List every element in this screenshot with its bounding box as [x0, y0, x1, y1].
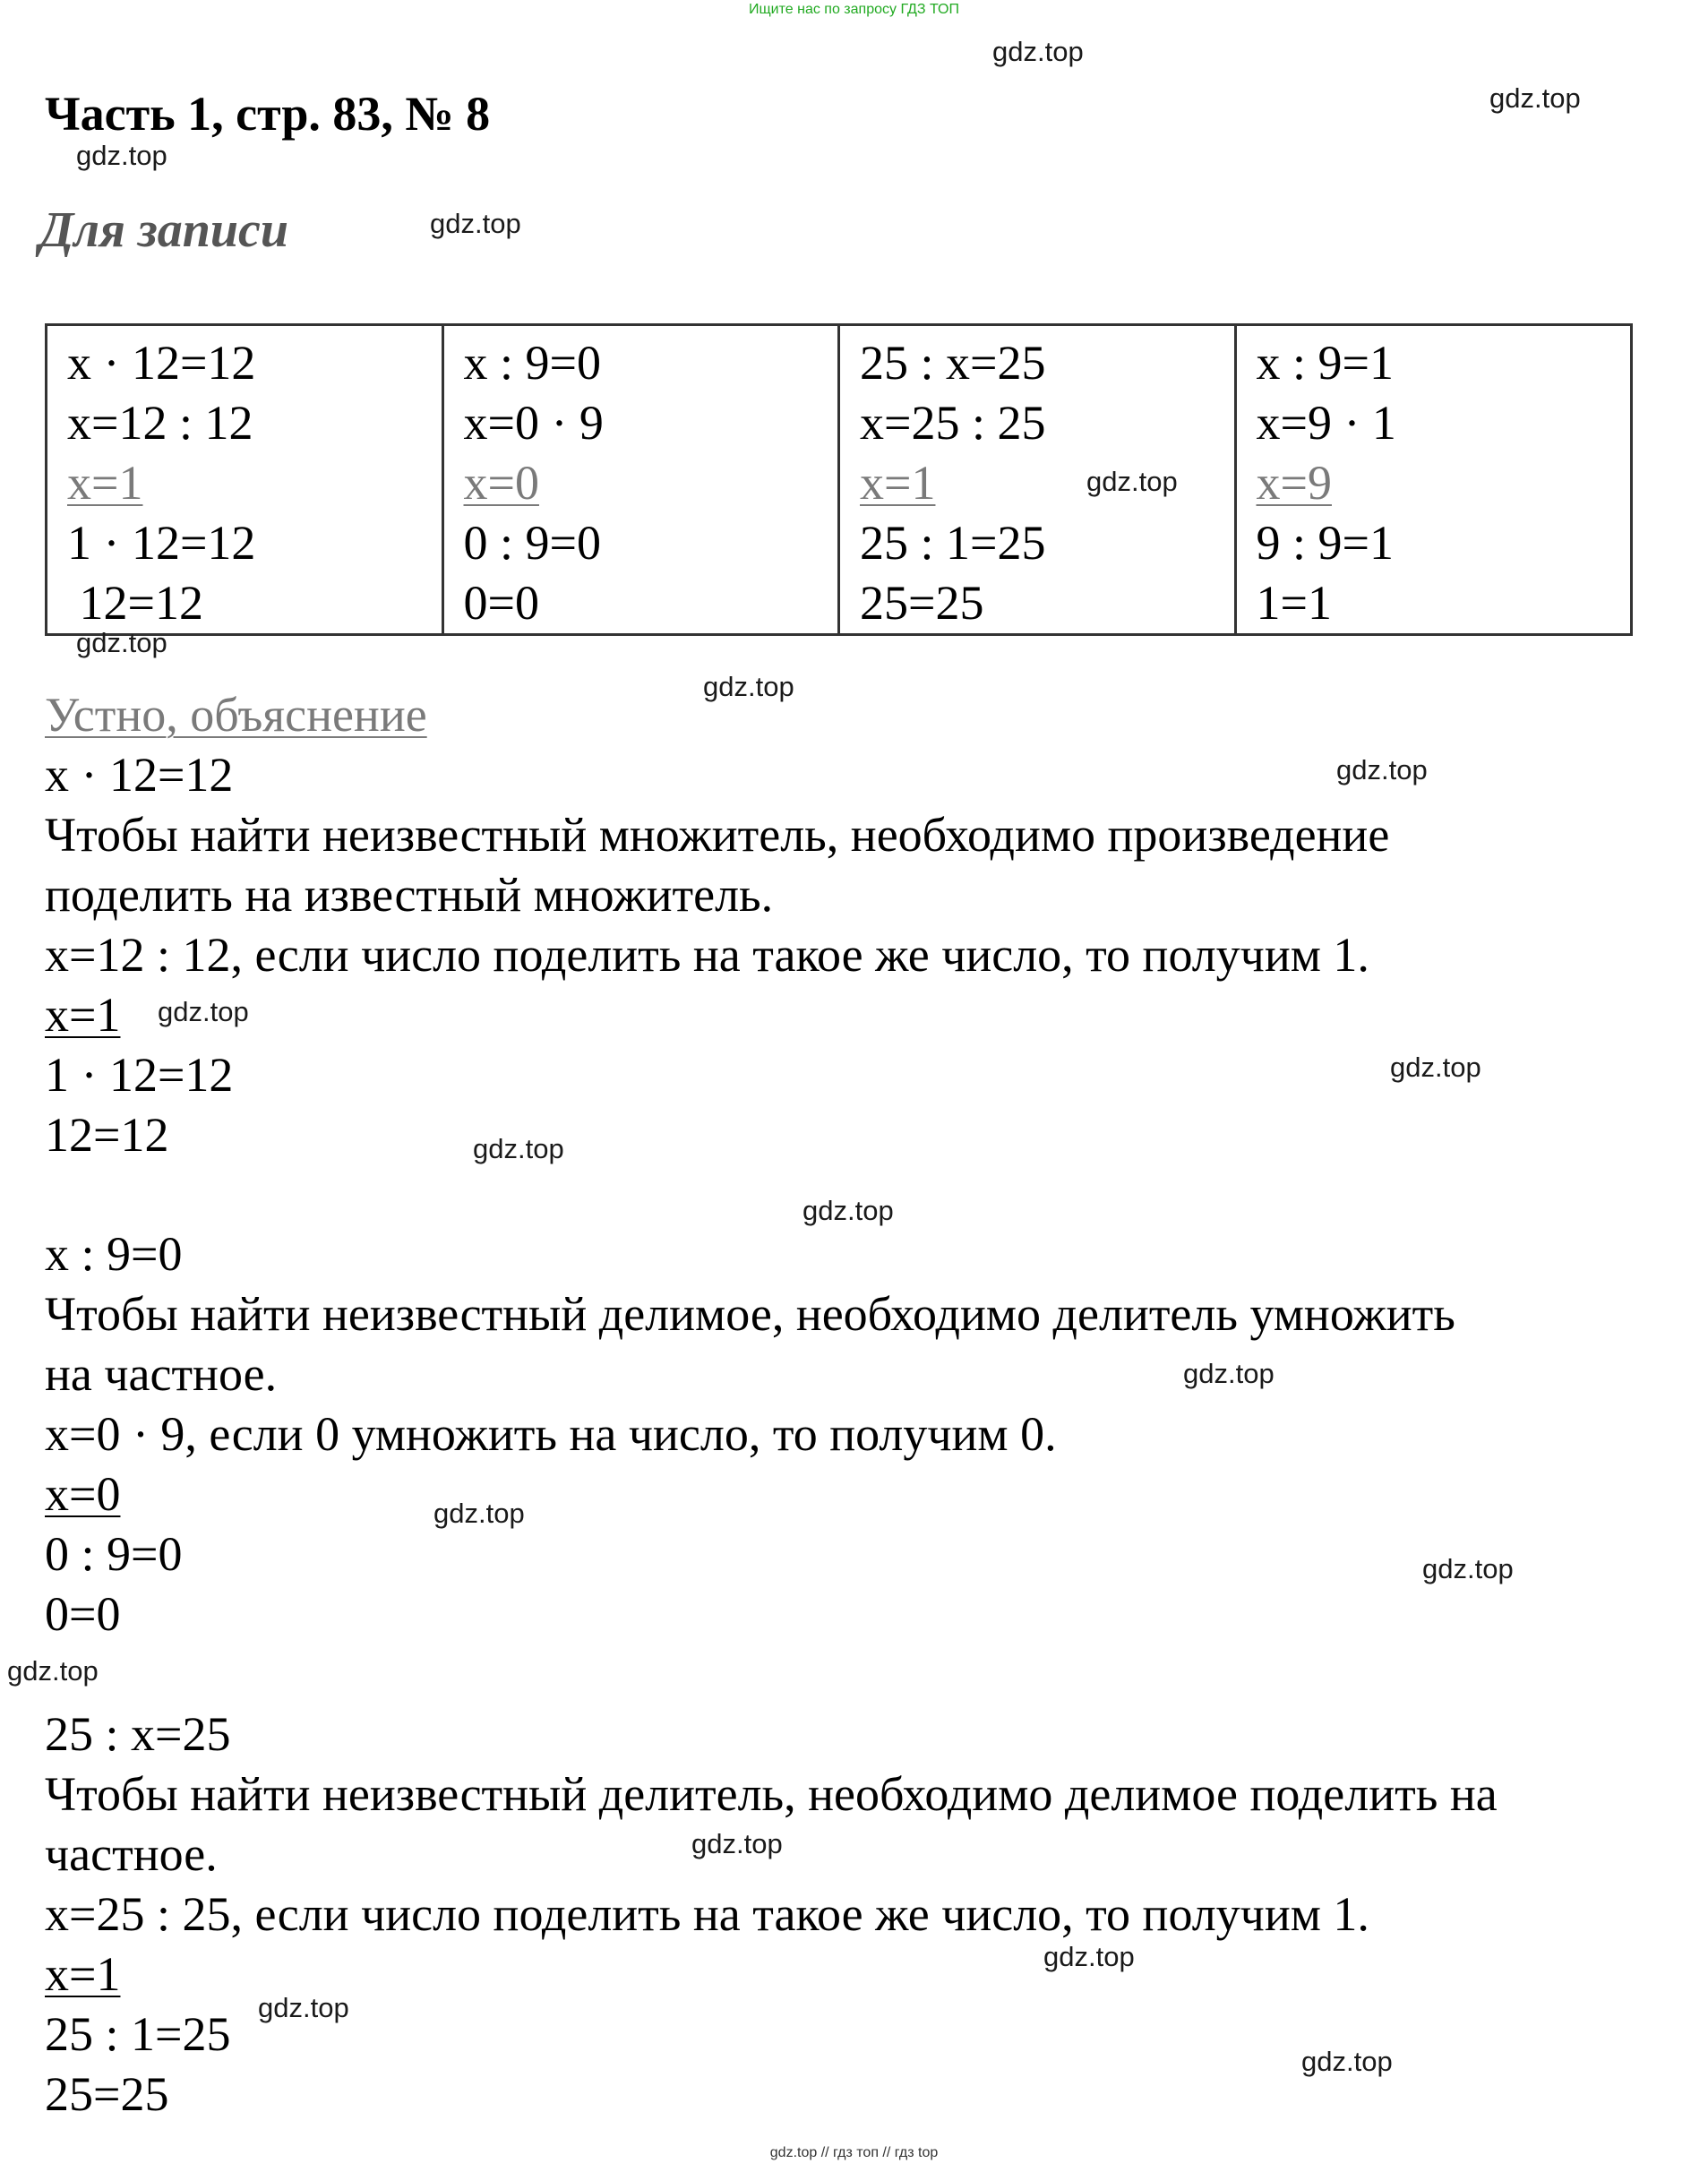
check-line: 25=25 [45, 2067, 169, 2121]
watermark: gdz.top [158, 996, 249, 1027]
watermark: gdz.top [992, 36, 1084, 67]
watermark: gdz.top [473, 1133, 564, 1164]
solution-line: x=0 · 9, если 0 умножить на число, то получим 0. [45, 1407, 1057, 1461]
solution-line: x=25 : 25, если число поделить на такое же число, то получим 1. [45, 1887, 1369, 1941]
answer: x=1 [45, 1947, 121, 2001]
answer-line [1257, 453, 1631, 513]
check-line: 1=1 [1256, 576, 1332, 630]
equation-line: x=9 · 1 [1256, 396, 1396, 450]
watermark: gdz.top [803, 1195, 894, 1226]
rule-text: Чтобы найти неизвестный делитель, необходимо делимое поделить на [45, 1767, 1498, 1821]
bottom-banner: gdz.top // гдз топ // гдз top [769, 2145, 939, 2160]
top-search-banner: Ищите нас по запросу ГДЗ ТОП [749, 2, 959, 17]
watermark: gdz.top [1336, 754, 1428, 786]
watermark: gdz.top [76, 140, 167, 171]
watermark: gdz.top [76, 627, 167, 658]
answer-line [45, 985, 120, 1045]
answer: x=1 [67, 456, 143, 510]
equation-line: 25 : x=25 [45, 1707, 231, 1761]
equations-table [45, 323, 1633, 636]
check-line: 25 : 1=25 [860, 516, 1046, 570]
rule-text: Чтобы найти неизвестный множитель, необходимо произведение [45, 808, 1390, 862]
watermark: gdz.top [430, 208, 521, 239]
section-subtitle: Для записи [39, 202, 288, 258]
answer-line [67, 453, 442, 513]
rule-text: частное. [45, 1827, 218, 1881]
watermark: gdz.top [1489, 82, 1581, 114]
watermark: gdz.top [1390, 1052, 1481, 1083]
check-line: 25=25 [860, 576, 984, 630]
watermark: gdz.top [1183, 1358, 1275, 1389]
equation-line: x=12 : 12 [67, 396, 253, 450]
equation-line: x · 12=12 [67, 336, 256, 390]
table-cell [47, 325, 443, 635]
check-line: 12=12 [45, 1108, 169, 1162]
answer: x=9 [1256, 456, 1332, 510]
watermark: gdz.top [691, 1828, 783, 1859]
check-line: 1 · 12=12 [67, 516, 256, 570]
answer-line [860, 453, 1234, 513]
equation-line: x : 9=1 [1256, 336, 1394, 390]
answer-line [464, 453, 838, 513]
page-title: Часть 1, стр. 83, № 8 [45, 87, 491, 141]
equation-line: x · 12=12 [45, 748, 234, 802]
watermark: gdz.top [703, 671, 794, 702]
watermark: gdz.top [1086, 466, 1178, 497]
answer: x=0 [45, 1467, 121, 1521]
answer: x=1 [860, 456, 936, 510]
explanation-heading-text: Устно, объяснение [45, 688, 427, 742]
explanation-heading [45, 685, 427, 745]
watermark: gdz.top [433, 1498, 525, 1529]
answer-line [45, 1944, 120, 2005]
answer: x=1 [45, 988, 121, 1042]
watermark: gdz.top [1301, 2046, 1393, 2077]
check-line: 12=12 [67, 576, 203, 630]
rule-text: Чтобы найти неизвестный делимое, необходимо делитель умножить [45, 1287, 1455, 1341]
rule-text: поделить на известный множитель. [45, 868, 774, 922]
check-line: 9 : 9=1 [1256, 516, 1394, 570]
rule-text: на частное. [45, 1347, 278, 1401]
equation-line: x=25 : 25 [860, 396, 1046, 450]
check-line: 0=0 [463, 576, 539, 630]
watermark: gdz.top [1422, 1553, 1514, 1584]
check-line: 0 : 9=0 [45, 1527, 183, 1581]
answer-line [45, 1464, 120, 1524]
watermark: gdz.top [7, 1655, 99, 1687]
check-line: 25 : 1=25 [45, 2007, 231, 2061]
table-cell [442, 325, 839, 635]
equation-line: x : 9=0 [45, 1227, 183, 1281]
solution-line: x=12 : 12, если число поделить на такое же число, то получим 1. [45, 928, 1369, 982]
check-line: 0 : 9=0 [463, 516, 601, 570]
equation-line: x : 9=0 [463, 336, 601, 390]
table-cell [1235, 325, 1632, 635]
answer: x=0 [463, 456, 539, 510]
watermark: gdz.top [258, 1992, 349, 2023]
check-line: 1 · 12=12 [45, 1048, 234, 1102]
check-line: 0=0 [45, 1587, 121, 1641]
equation-line: 25 : x=25 [860, 336, 1046, 390]
equation-line: x=0 · 9 [463, 396, 604, 450]
watermark: gdz.top [1043, 1941, 1135, 1972]
